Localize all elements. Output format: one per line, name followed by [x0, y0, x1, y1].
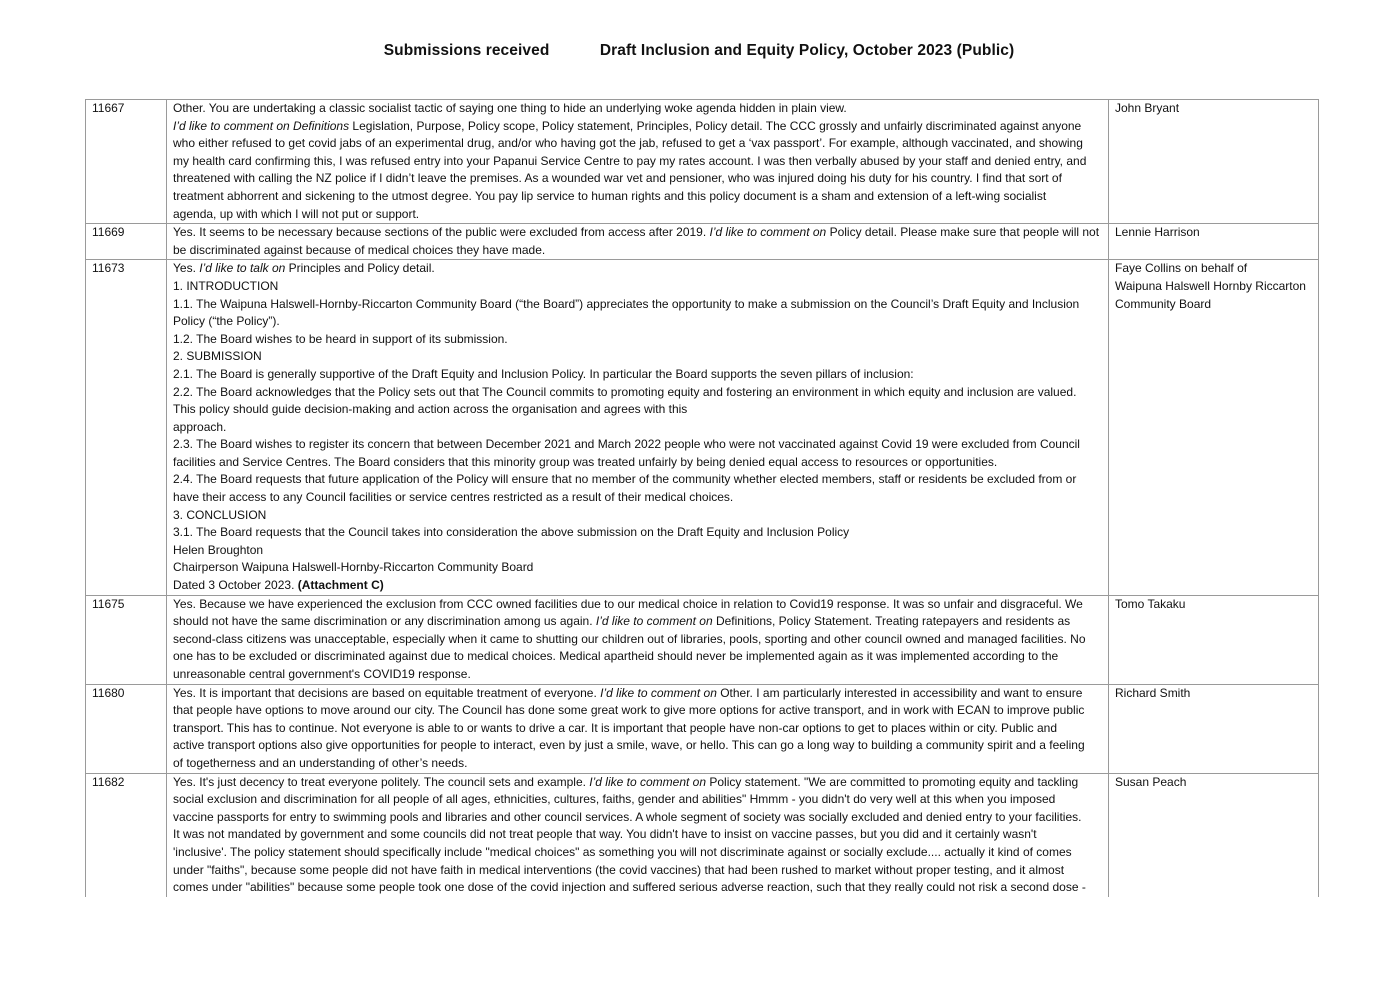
text-segment: I’d like to comment on	[600, 685, 717, 700]
text-segment: I’d like to comment on	[709, 225, 827, 240]
submission-text-line	[173, 524, 1102, 542]
submitter-name	[1109, 224, 1319, 260]
submission-text-line	[173, 826, 1102, 844]
submitter-name-line: Waipuna Halswell Hornby Riccarton	[1115, 278, 1306, 293]
submission-text-line	[173, 366, 1102, 384]
text-segment: I’d like to comment on	[595, 614, 713, 629]
submitter-name	[1109, 260, 1319, 595]
submitter-name-line: Lennie Harrison	[1115, 225, 1200, 240]
text-segment: I’d like to comment on Definitions	[173, 118, 350, 133]
submission-text-line	[173, 206, 1102, 224]
text-segment: 1.2. The Board wishes to be heard in support of its submission.	[173, 331, 508, 346]
table-row	[86, 100, 1319, 224]
submission-text-line	[173, 242, 1102, 260]
text-segment: second-class citizens was unacceptable, especially when it came to shutting our children out of libraries, pools, sporting and other council owned and managed facilities. No	[173, 631, 1086, 646]
text-segment: that people have options to move around our city. The Council has done some great work to give more options for active transport, and in work with ECAN to improve public	[173, 703, 1085, 718]
header-title: Submissions received	[383, 42, 550, 59]
submission-id: 11667	[86, 100, 167, 224]
text-segment: Chairperson Waipuna Halswell-Hornby-Riccarton Community Board	[173, 560, 534, 575]
table-row	[86, 684, 1319, 773]
text-segment: Yes. It is important that decisions are based on equitable treatment of everyone.	[173, 685, 601, 700]
submission-text-line	[173, 224, 1102, 242]
text-segment: one has to be excluded or discriminated against due to medical choices. Medical apartheid should never be implemented again as it was implemented according to the	[173, 649, 1059, 664]
submissions-table-body	[86, 100, 1319, 897]
submission-text-line	[173, 331, 1102, 349]
submission-text-line	[173, 631, 1102, 649]
submitter-name-line: John Bryant	[1115, 101, 1180, 115]
submitter-name-line: Community Board	[1115, 296, 1212, 311]
text-segment: Definitions, Policy Statement. Treating ratepayers and residents as	[712, 614, 1071, 629]
submission-text-line	[173, 188, 1102, 206]
submission-id: 11669	[86, 224, 167, 260]
text-segment: 1. INTRODUCTION	[173, 278, 279, 293]
text-segment: of togetherness and an understanding of other’s needs.	[173, 755, 468, 770]
text-segment: 2.3. The Board wishes to register its concern that between December 2021 and March 2022 people who were not vaccinated against Covid 19 were excluded from Council	[173, 437, 1080, 452]
submission-text-line	[173, 348, 1102, 366]
text-segment: have their access to any Council facilities or service centres restricted as a result of their medical choices.	[173, 490, 734, 505]
table-row	[86, 773, 1319, 897]
table-row	[86, 595, 1319, 684]
text-segment: 2.1. The Board is generally supportive of the Draft Equity and Inclusion Policy. In particular the Board supports the seven pillars of inclusion:	[173, 366, 914, 381]
text-segment: agenda, up with which I will not put or support.	[173, 206, 420, 221]
text-segment: (Attachment C)	[297, 578, 384, 593]
submission-text-line	[173, 454, 1102, 472]
submission-text-line	[173, 720, 1102, 738]
submission-text-line	[173, 596, 1102, 614]
submission-text-line	[173, 844, 1102, 862]
submitter-name	[1109, 773, 1319, 897]
submission-text-line	[173, 471, 1102, 489]
submission-text-line	[173, 755, 1102, 773]
submission-text-line	[173, 313, 1102, 331]
text-segment: Other. You are undertaking a classic socialist tactic of saying one thing to hide an underlying woke agenda hidden in plain view.	[173, 101, 847, 115]
submission-text	[167, 224, 1109, 260]
text-segment: threatened with calling the NZ police if I didn’t leave the premises. As a wounded war vet and pensioner, who was injured doing his duty for his country. I find that sort of	[173, 171, 1062, 186]
text-segment: active transport options also give opportunities for people to interact, even by just a smile, wave, or hello. This can go a long way to building a community spirit and a feeling	[173, 738, 1085, 753]
text-segment: I’d like to talk on	[199, 261, 286, 276]
text-segment: 3.1. The Board requests that the Council takes into consideration the above submission on the Draft Equity and Inclusion Policy	[173, 525, 850, 540]
submission-text-line	[173, 577, 1102, 595]
text-segment: Principles and Policy detail.	[285, 261, 435, 276]
submission-text-line	[173, 296, 1102, 314]
text-segment: 2.2. The Board acknowledges that the Policy sets out that The Council commits to promoting equity and fostering an environment in which equity and inclusion are valued.	[173, 384, 1077, 399]
text-segment: facilities and Service Centres. The Board considers that this minority group was treated unfairly by being denied equal access to resources or opportunities.	[173, 454, 998, 469]
submission-text-line	[173, 809, 1102, 827]
submission-text	[167, 595, 1109, 684]
text-segment: should not have the same discrimination or any discrimination among us again.	[173, 614, 596, 629]
submission-text-line	[173, 737, 1102, 755]
submission-text	[167, 773, 1109, 897]
submission-text-line	[173, 436, 1102, 454]
submission-text-line	[173, 702, 1102, 720]
submission-text	[167, 684, 1109, 773]
submission-id: 11675	[86, 595, 167, 684]
text-segment: Dated 3 October 2023.	[173, 578, 298, 593]
text-segment: Yes. It's just decency to treat everyone politely. The council sets and example.	[173, 774, 590, 789]
submission-text-line	[173, 774, 1102, 792]
submission-id: 11682	[86, 773, 167, 897]
text-segment: under "faiths", because some people did not have faith in medical interventions (the covid vaccines) that had been rushed to market without proper testing, and it almost	[173, 862, 1065, 877]
submission-text-line	[173, 170, 1102, 188]
submitter-name-line: Richard Smith	[1115, 685, 1191, 700]
text-segment: social exclusion and discrimination for all people of all ages, ethnicities, cultures, faiths, gender and abilities" Hmmm - you didn't do very well at this when you imposed	[173, 792, 1056, 807]
text-segment: who either refused to get covid jabs of an experimental drug, and/or who having got the jab, refused to get a ‘vax passport’. For example, although vaccinated, and showing	[173, 136, 1083, 151]
text-segment: 3. CONCLUSION	[173, 507, 267, 522]
submitter-name	[1109, 595, 1319, 684]
submission-id: 11673	[86, 260, 167, 595]
text-segment: vaccine passports for entry to swimming pools and libraries and other council services. A whole segment of society was socially excluded and denied entry to your facilities.	[173, 809, 1082, 824]
submission-id: 11680	[86, 684, 167, 773]
submission-text-line	[173, 791, 1102, 809]
submission-text-line	[173, 879, 1102, 897]
submissions-table	[85, 99, 1319, 897]
submission-text	[167, 260, 1109, 595]
submitter-name	[1109, 684, 1319, 773]
text-segment: 'inclusive'. The policy statement should specifically include "medical choices" as something you will not discriminate against or socially exclude.... actually it kind of comes	[173, 844, 1072, 859]
submission-text-line	[173, 559, 1102, 577]
submission-text-line	[173, 260, 1102, 278]
submission-text-line	[173, 666, 1102, 684]
text-segment: Yes. Because we have experienced the exclusion from CCC owned facilities due to our medical choice in relation to Covid19 response. It was so unfair and disgraceful. We	[173, 596, 1083, 611]
text-segment: This policy should guide decision-making and action across the organisation and agrees with this	[173, 402, 688, 417]
submission-text-line	[173, 401, 1102, 419]
text-segment: 2.4. The Board requests that future application of the Policy will ensure that no member of the community whether elected members, staff or residents be excluded from or	[173, 472, 1077, 487]
submission-text-line	[173, 419, 1102, 437]
submission-text-line	[173, 507, 1102, 525]
submission-text-line	[173, 685, 1102, 703]
text-segment: Policy detail. Please make sure that people will not	[826, 225, 1100, 240]
submission-text-line	[173, 118, 1102, 136]
submission-text-line	[173, 100, 1102, 118]
text-segment: approach.	[173, 419, 227, 434]
submission-text-line	[173, 862, 1102, 880]
text-segment: 2. SUBMISSION	[173, 349, 262, 364]
submission-text	[167, 100, 1109, 224]
text-segment: Policy (“the Policy”).	[173, 314, 280, 329]
submission-text-line	[173, 153, 1102, 171]
text-segment: treatment abhorrent and sickening to the utmost degree. You pay lip service to human rights and this policy document is a sham and extension of a left-wing socialist	[173, 188, 1047, 203]
header-subtitle: Draft Inclusion and Equity Policy, October 2023 (Public)	[599, 42, 1015, 59]
submission-text-line	[173, 384, 1102, 402]
table-row	[86, 260, 1319, 595]
text-segment: Other. I am particularly interested in accessibility and want to ensure	[716, 685, 1083, 700]
submission-text-line	[173, 613, 1102, 631]
page-header	[0, 42, 1398, 60]
text-segment: be discriminated against because of medical choices they have made.	[173, 242, 546, 257]
submitter-name	[1109, 100, 1319, 224]
submission-text-line	[173, 648, 1102, 666]
submission-text-line	[173, 489, 1102, 507]
submission-text-line	[173, 278, 1102, 296]
submitter-name-line: Susan Peach	[1115, 774, 1187, 789]
text-segment: I’d like to comment on	[589, 774, 707, 789]
text-segment: Policy statement. "We are committed to promoting equity and tackling	[706, 774, 1079, 789]
text-segment: transport. This has to continue. Not everyone is able to or wants to drive a car. It is important that people have non-car options to get to places within or city. Public and	[173, 720, 1058, 735]
submitter-name-line: Faye Collins on behalf of	[1115, 261, 1248, 276]
text-segment: unreasonable central government's COVID19 response.	[173, 667, 471, 681]
text-segment: Helen Broughton	[173, 542, 264, 557]
text-segment: Yes. It seems to be necessary because sections of the public were excluded from access after 2019.	[173, 225, 710, 240]
submission-text-line	[173, 542, 1102, 560]
text-segment: comes under "abilities" because some people took one dose of the covid injection and suffered serious adverse reaction, such that they really could not risk a second dose -	[173, 880, 1086, 895]
text-segment: It was not mandated by government and some councils did not treat people that way. You didn't have to insist on vaccine passes, but you did and it certainly wasn't	[173, 827, 1037, 842]
text-segment: Legislation, Purpose, Policy scope, Policy statement, Principles, Policy detail. The CCC grossly and unfairly discriminated against anyone	[349, 118, 1082, 133]
text-segment: my health card confirming this, I was refused entry into your Papanui Service Centre to pay my rates account. I was then verbally abused by your staff and denied entry, and	[173, 153, 1087, 168]
submitter-name-line: Tomo Takaku	[1115, 596, 1186, 611]
table-row	[86, 224, 1319, 260]
text-segment: Yes.	[173, 261, 200, 276]
submission-text-line	[173, 135, 1102, 153]
text-segment: 1.1. The Waipuna Halswell-Hornby-Riccarton Community Board (“the Board”) appreciates the opportunity to make a submission on the Council’s Draft Equity and Inclusion	[173, 296, 1080, 311]
